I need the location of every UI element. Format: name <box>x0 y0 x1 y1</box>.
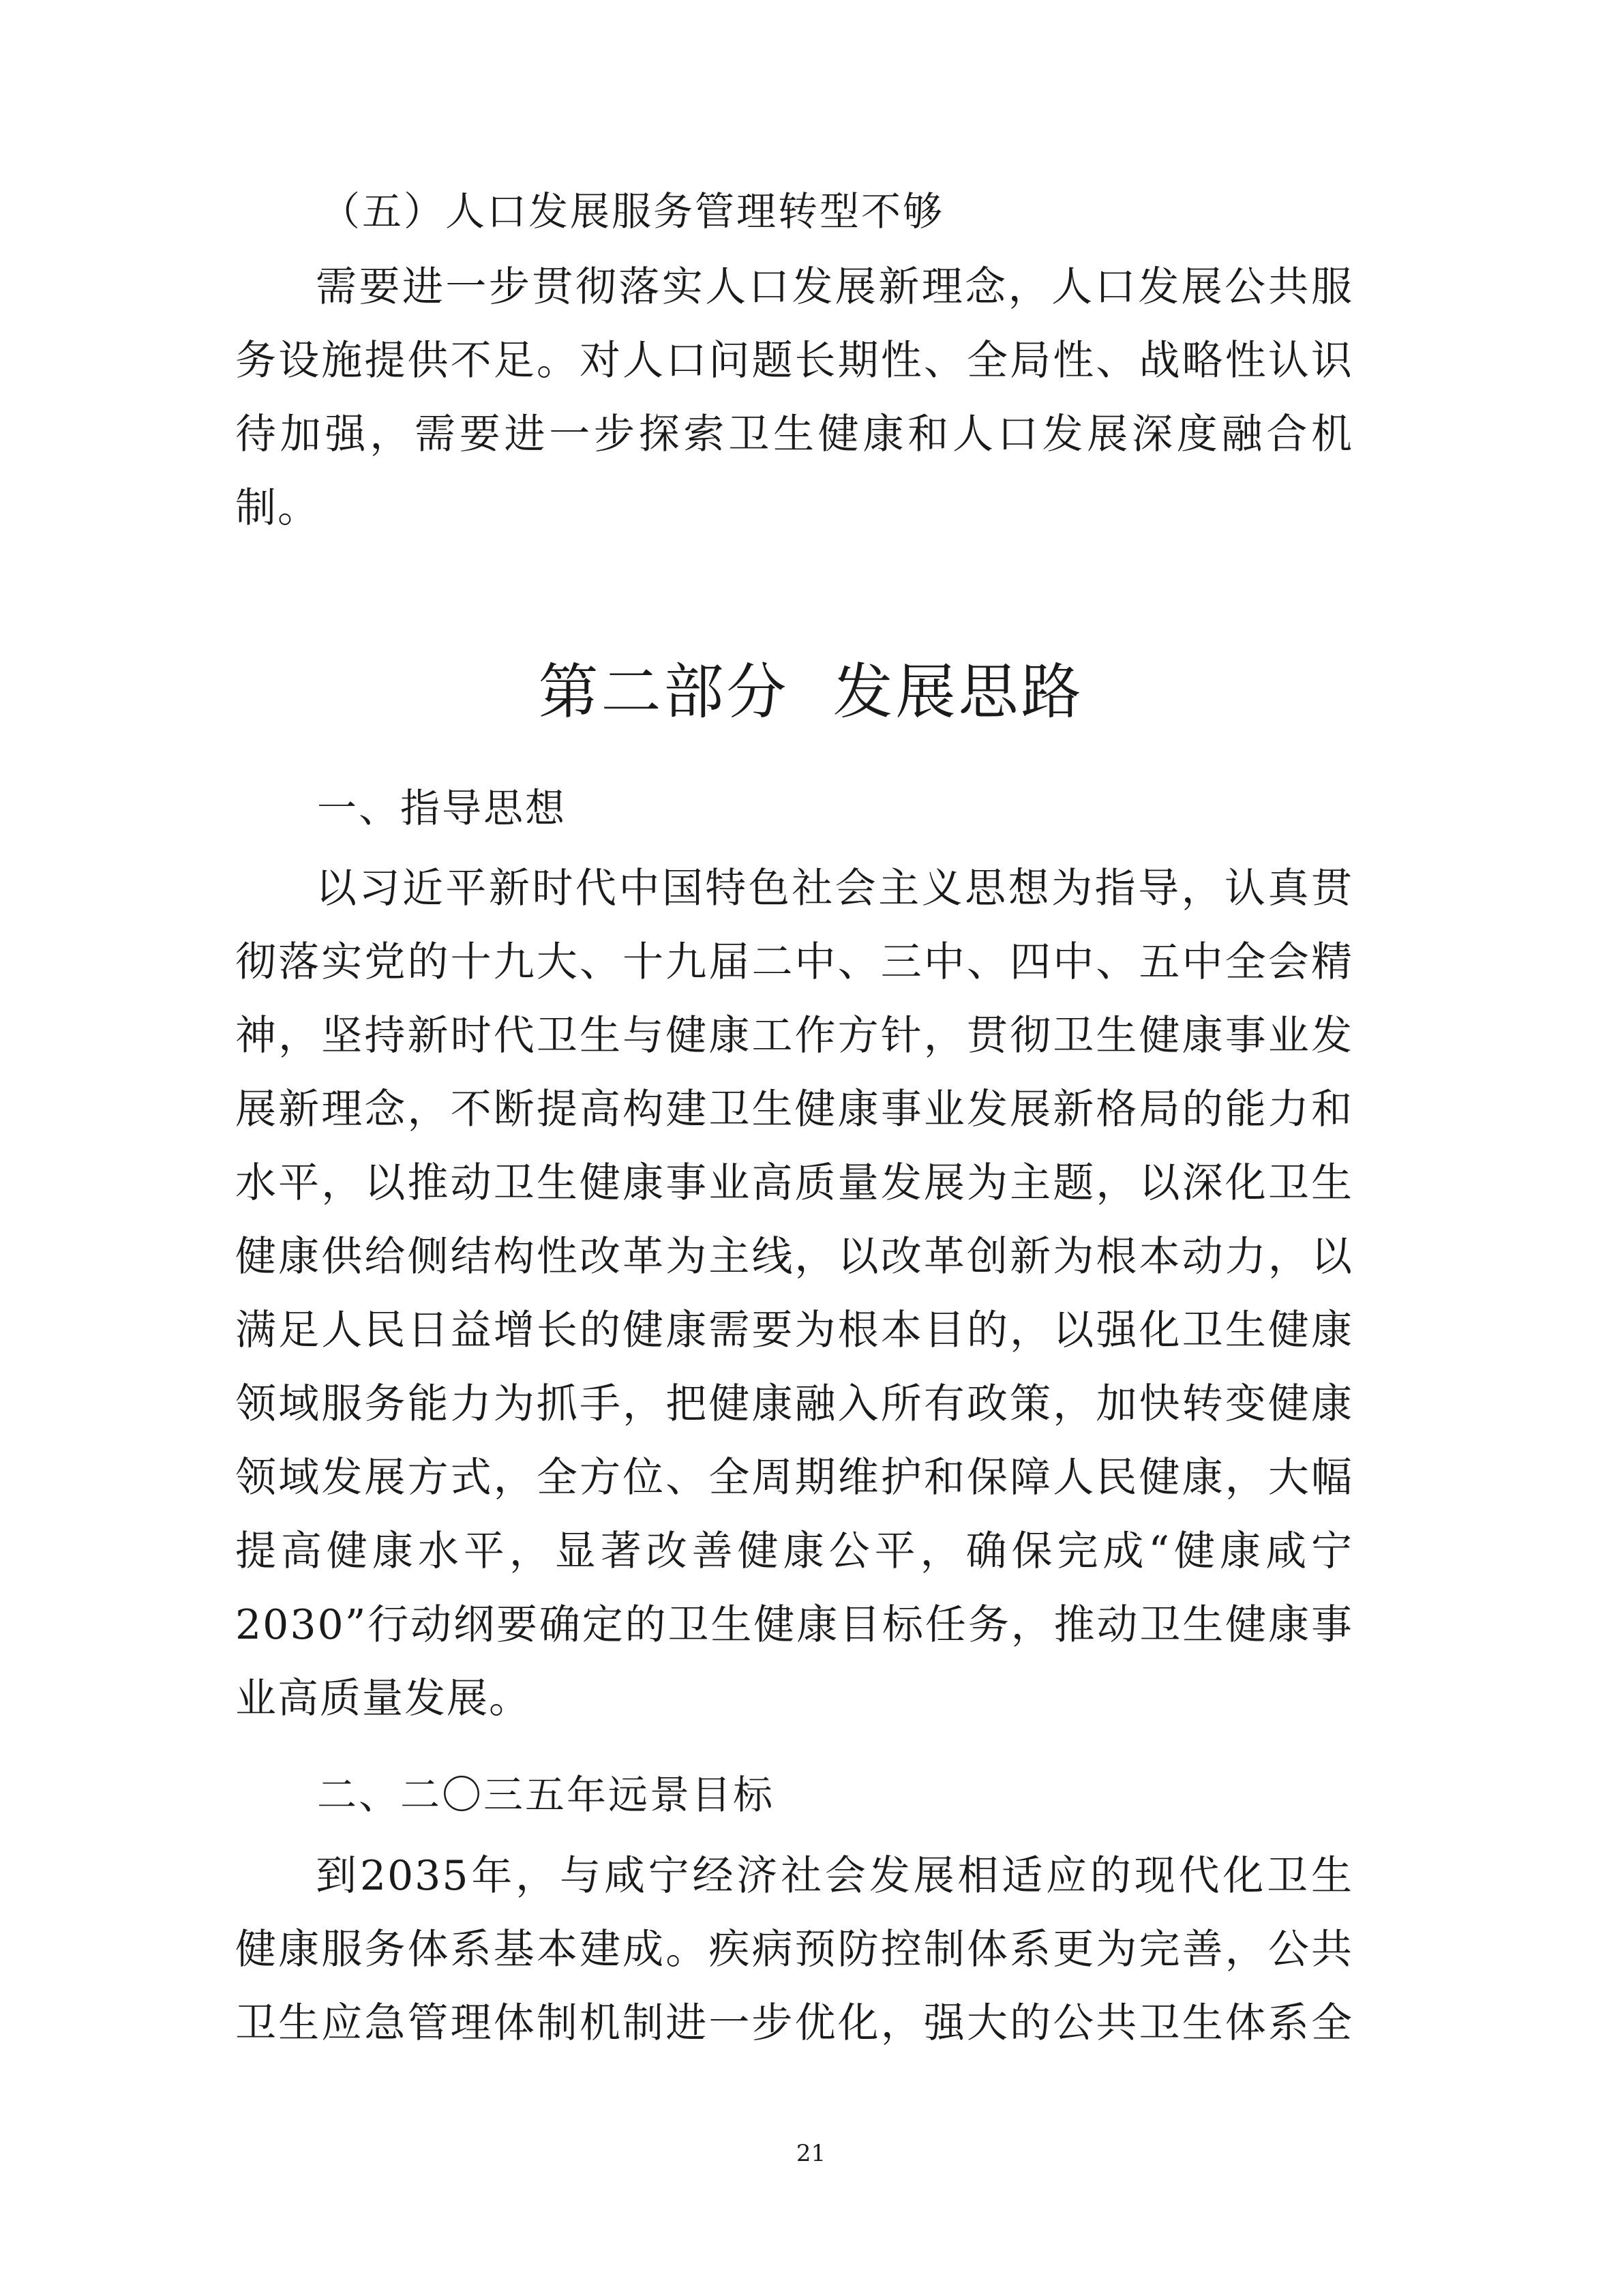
text-line: 彻落实党的十九大、十九届二中、三中、四中、五中全会精 <box>235 938 1353 986</box>
page-number: 21 <box>796 2140 826 2167</box>
text-line: 卫生应急管理体制机制进一步优化，强大的公共卫生体系全 <box>235 1999 1353 2047</box>
text-line: 神，坚持新时代卫生与健康工作方针，贯彻卫生健康事业发 <box>235 1012 1353 1060</box>
text-line: 制。 <box>235 484 320 532</box>
subsection-heading-guiding-thought: 一、指导思想 <box>317 785 567 831</box>
text-line: 到2035年，与咸宁经济社会发展相适应的现代化卫生 <box>316 1852 1353 1900</box>
text-line: 2030”行动纲要确定的卫生健康目标任务，推动卫生健康事 <box>235 1601 1353 1649</box>
text-line: 满足人民日益增长的健康需要为根本目的，以强化卫生健康 <box>235 1307 1353 1354</box>
text-line: 健康供给侧结构性改革为主线，以改革创新为根本动力，以 <box>235 1233 1353 1281</box>
text-line: 待加强，需要进一步探索卫生健康和人口发展深度融合机 <box>235 411 1353 458</box>
text-line: 展新理念，不断提高构建卫生健康事业发展新格局的能力和 <box>235 1086 1353 1133</box>
subsection-heading-2035-goals: 二、二〇三五年远景目标 <box>317 1772 775 1818</box>
paragraph-guiding-thought <box>235 852 1353 1735</box>
text-line: 提高健康水平，显著改善健康公平，确保完成“健康咸宁 <box>235 1527 1353 1575</box>
text-line: 需要进一步贯彻落实人口发展新理念，人口发展公共服 <box>316 263 1353 311</box>
text-line: 以习近平新时代中国特色社会主义思想为指导，认真贯 <box>316 865 1353 912</box>
subsection-heading-5: （五）人口发展服务管理转型不够 <box>320 188 945 235</box>
text-line: 水平，以推动卫生健康事业高质量发展为主题，以深化卫生 <box>235 1159 1353 1207</box>
text-line: 健康服务体系基本建成。疾病预防控制体系更为完善，公共 <box>235 1926 1353 1973</box>
text-line: 领域服务能力为抓手，把健康融入所有政策，加快转变健康 <box>235 1380 1353 1428</box>
text-line: 业高质量发展。 <box>235 1675 531 1723</box>
text-line: 务设施提供不足。对人口问题长期性、全局性、战略性认识 <box>235 337 1353 385</box>
paragraph-population-service <box>235 250 1353 545</box>
paragraph-2035-goals <box>235 1839 1353 2060</box>
text-line: 领域发展方式，全方位、全周期维护和保障人民健康，大幅 <box>235 1454 1353 1502</box>
part-title: 第二部分 发展思路 <box>538 657 1084 727</box>
